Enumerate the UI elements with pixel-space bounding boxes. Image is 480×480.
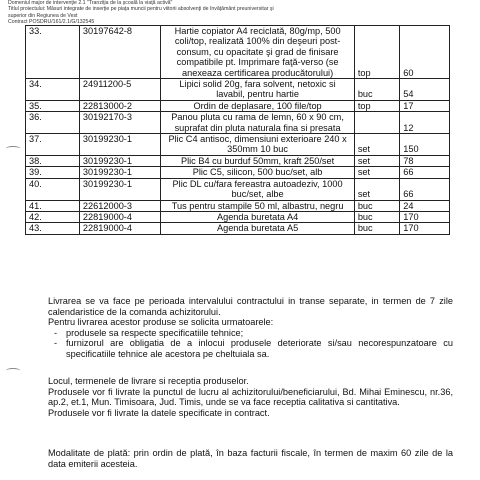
description-cell: Plic DL cu/fara fereastra autoadeziv, 1000 buc/set, albe — [161, 178, 354, 200]
table-row — [26, 178, 450, 200]
header-line-1: Domeniul major de intervenţie 2.1 "Tranziţia de la şcoală la viaţă activă" — [8, 0, 173, 6]
item-number-cell: 42. — [26, 211, 80, 222]
quantity-cell: 78 — [400, 155, 450, 166]
location-paragraph: Produsele vor fi livrate la punctul de lucru al achizitorului/beneficiarului, Bd. Mihai Eminescu, nr.36, ap.2, et.1, Mun. Timisoara, Jud. Timis, unde se va face receptia calitativa si cantitativa. — [48, 386, 453, 408]
requirement-item: - furnizorul are obligatia de a inlocui produsele deteriorate si/sau necorespunzatoare cu specificatiile tehnice ale acestora pe cheltuiala sa. — [48, 338, 453, 359]
header-line-3: superior din Regiunea de Vest — [8, 12, 78, 19]
cpv-code-cell: 22819000-4 — [79, 211, 160, 222]
unit-cell: set — [354, 167, 399, 178]
item-number-cell: 43. — [26, 223, 80, 234]
unit-cell: set — [354, 134, 399, 156]
cpv-code-cell: 22813000-2 — [79, 100, 160, 111]
item-number-cell: 38. — [26, 155, 80, 166]
cpv-code-cell: 30199230-1 — [79, 134, 160, 156]
item-number-cell: 41. — [26, 200, 80, 211]
description-cell: Agenda buretata A5 — [161, 223, 354, 234]
delivery-terms — [48, 296, 453, 360]
cpv-code-cell: 30192170-3 — [79, 112, 160, 134]
products-table-body — [26, 26, 450, 235]
table-row — [26, 155, 450, 166]
location-heading: Locul, termenele de livrare si receptia produselor. — [48, 376, 249, 386]
header-line-4: Contract POSDRU/161/2.1/G/132545 — [8, 19, 95, 26]
table-row — [26, 134, 450, 156]
item-number-cell: 39. — [26, 167, 80, 178]
quantity-cell: 66 — [400, 178, 450, 200]
quantity-cell: 66 — [400, 167, 450, 178]
margin-mark — [6, 368, 20, 373]
quantity-cell: 60 — [400, 26, 450, 79]
margin-mark — [6, 146, 20, 151]
cpv-code-cell: 30197642-8 — [79, 26, 160, 79]
table-row — [26, 200, 450, 211]
header-line-2: Titlul proiectului: Măsuri integrate de inserţie pe piaţa muncii pentru viitorii absolvenţi de învăţământ preuniversitar şi — [8, 6, 274, 13]
cpv-code-cell: 30199230-1 — [79, 155, 160, 166]
cpv-code-cell: 22819000-4 — [79, 223, 160, 234]
table-row — [26, 100, 450, 111]
cpv-code-cell: 30199230-1 — [79, 178, 160, 200]
unit-cell: set — [354, 178, 399, 200]
table-row — [26, 211, 450, 222]
quantity-cell: 150 — [400, 134, 450, 156]
item-number-cell: 40. — [26, 178, 80, 200]
quantity-cell: 54 — [400, 79, 450, 101]
unit-cell: set — [354, 155, 399, 166]
delivery-dates-paragraph: Produsele vor fi livrate la datele specificate in contract. — [48, 407, 270, 418]
item-number-cell: 35. — [26, 100, 80, 111]
unit-cell: buc — [354, 79, 399, 101]
cpv-code-cell: 22612000-3 — [79, 200, 160, 211]
unit-cell: buc — [354, 200, 399, 211]
description-cell: Plic C5, silicon, 500 buc/set, alb — [161, 167, 354, 178]
cpv-code-cell: 24911200-5 — [79, 79, 160, 101]
description-cell: Agenda buretata A4 — [161, 211, 354, 222]
quantity-cell: 17 — [400, 100, 450, 111]
table-row — [26, 223, 450, 234]
item-number-cell: 37. — [26, 134, 80, 156]
quantity-cell: 170 — [400, 223, 450, 234]
cpv-code-cell: 30199230-1 — [79, 167, 160, 178]
table-row — [26, 167, 450, 178]
unit-cell: top — [354, 100, 399, 111]
description-cell: Lipici solid 20g, fara solvent, netoxic si lavabil, pentru hartie — [161, 79, 354, 101]
document-header — [8, 0, 274, 26]
requirement-item: - produsele sa respecte specificatiile tehnice; — [48, 328, 453, 339]
description-cell: Panou pluta cu rama de lemn, 60 x 90 cm, suprafat din pluta naturala fina si presata — [161, 112, 354, 134]
table-row — [26, 112, 450, 134]
description-cell: Plic C4 antisoc, dimensiuni exterioare 240 x 350mm 10 buc — [161, 134, 354, 156]
requirements-intro: Pentru livrarea acestor produse se solicita urmatoarele: — [48, 317, 274, 328]
table-row — [26, 26, 450, 79]
unit-cell — [354, 112, 399, 134]
item-number-cell: 36. — [26, 112, 80, 134]
description-cell: Ordin de deplasare, 100 file/top — [161, 100, 354, 111]
delivery-location — [48, 376, 453, 418]
payment-paragraph: Modalitate de plată: prin ordin de plată, în baza facturii fiscale, în termen de maxim 60 zile de la data emiterii acesteia. — [48, 448, 453, 469]
unit-cell: buc — [354, 211, 399, 222]
description-cell: Plic B4 cu burduf 50mm, kraft 250/set — [161, 155, 354, 166]
payment-terms — [48, 448, 453, 469]
unit-cell: top — [354, 26, 399, 79]
quantity-cell: 170 — [400, 211, 450, 222]
item-number-cell: 33. — [26, 26, 80, 79]
quantity-cell: 24 — [400, 200, 450, 211]
delivery-paragraph: Livrarea se va face pe perioada intervalului contractului in transe separate, in termen de 7 zile calendaristice de la comanda achizitorului. — [48, 296, 453, 317]
description-cell: Tus pentru stampile 50 ml, albastru, negru — [161, 200, 354, 211]
unit-cell: buc — [354, 223, 399, 234]
description-cell: Hartie copiator A4 reciclată, 80g/mp, 500 coli/top, realizată 100% din deşeuri post-consum, cu opacitate şi grad de finisare compatibile pt. Imprimare faţă-verso (se anexeaza certificarea producătorului) — [161, 26, 354, 79]
products-table — [25, 25, 450, 235]
item-number-cell: 34. — [26, 79, 80, 101]
quantity-cell: 12 — [400, 112, 450, 134]
table-row — [26, 79, 450, 101]
